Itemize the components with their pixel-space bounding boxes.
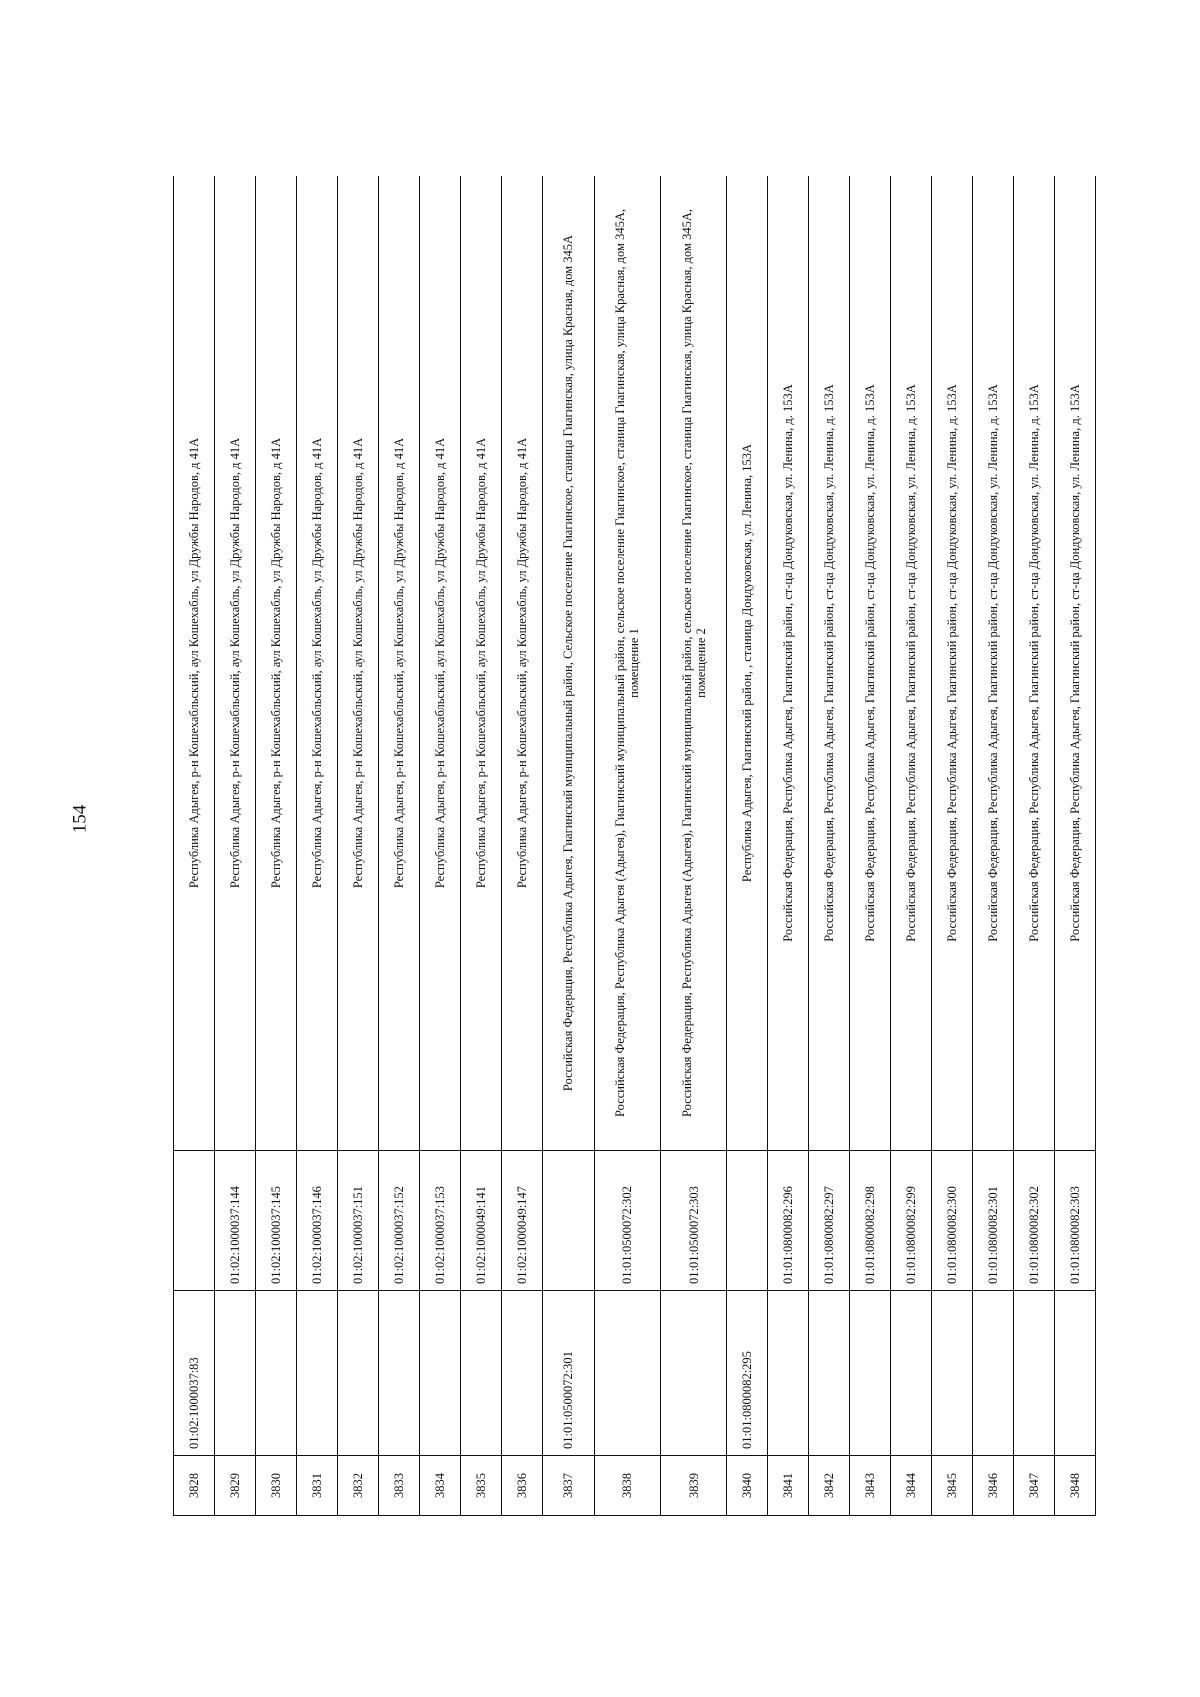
row-number-cell: 3834: [419, 1456, 460, 1516]
row-number-cell: 3828: [174, 1456, 215, 1516]
table-row: [661, 176, 727, 1516]
table-row: [891, 176, 932, 1516]
table-row: [809, 176, 850, 1516]
row-number-cell: 3833: [378, 1456, 419, 1516]
address-cell: Республика Адыгея, р-н Кошехабльский, аул Кошехабль, ул Дружбы Народов, д 41А: [296, 176, 337, 1151]
address-cell: Российская Федерация, Республика Адыгея, Гиагинский муниципальный район, Сельское поселение Гиагинское, станица Гиагинская, улица Красная, дом 345А: [542, 176, 594, 1151]
row-number-cell: 3832: [337, 1456, 378, 1516]
row-number-cell: 3840: [727, 1456, 768, 1516]
cadastral-number-cell: [214, 1291, 255, 1456]
address-cell: Российская Федерация, Республика Адыгея, Гиагинский район, ст-ца Дондуковская, ул. Ленина, д. 153А: [1055, 176, 1096, 1151]
cadastral-number-cell: [378, 1291, 419, 1456]
address-cell: Российская Федерация, Республика Адыгея, Гиагинский район, ст-ца Дондуковская, ул. Ленина, д. 153А: [850, 176, 891, 1151]
object-cadastral-number-cell: 01:02:1000037:146: [296, 1151, 337, 1291]
object-cadastral-number-cell: 01:01:0800082:297: [809, 1151, 850, 1291]
row-number-cell: 3848: [1055, 1456, 1096, 1516]
row-number-cell: 3839: [661, 1456, 727, 1516]
address-cell: Республика Адыгея, р-н Кошехабльский, аул Кошехабль, ул Дружбы Народов, д 41А: [214, 176, 255, 1151]
row-number-cell: 3844: [891, 1456, 932, 1516]
table-row: [1014, 176, 1055, 1516]
address-cell: Российская Федерация, Республика Адыгея, Гиагинский район, ст-ца Дондуковская, ул. Ленина, д. 153А: [809, 176, 850, 1151]
address-cell: Республика Адыгея, р-н Кошехабльский, аул Кошехабль, ул Дружбы Народов, д 41А: [255, 176, 296, 1151]
object-cadastral-number-cell: 01:01:0800082:300: [932, 1151, 973, 1291]
row-number-cell: 3835: [460, 1456, 501, 1516]
table-row: [594, 176, 660, 1516]
table-row: [501, 176, 542, 1516]
row-number-cell: 3845: [932, 1456, 973, 1516]
address-cell: Республика Адыгея, р-н Кошехабльский, аул Кошехабль, ул Дружбы Народов, д 41А: [460, 176, 501, 1151]
object-cadastral-number-cell: 01:01:0800082:298: [850, 1151, 891, 1291]
registry-rows: [174, 176, 1096, 1516]
address-cell: Республика Адыгея, р-н Кошехабльский, аул Кошехабль, ул Дружбы Народов, д 41А: [501, 176, 542, 1151]
cadastral-number-cell: [850, 1291, 891, 1456]
object-cadastral-number-cell: 01:02:1000037:144: [214, 1151, 255, 1291]
row-number-cell: 3831: [296, 1456, 337, 1516]
row-number-cell: 3847: [1014, 1456, 1055, 1516]
table-row: [460, 176, 501, 1516]
object-cadastral-number-cell: 01:02:1000037:145: [255, 1151, 296, 1291]
object-cadastral-number-cell: 01:01:0500072:303: [661, 1151, 727, 1291]
address-cell: Республика Адыгея, р-н Кошехабльский, аул Кошехабль, ул Дружбы Народов, д 41А: [378, 176, 419, 1151]
row-number-cell: 3830: [255, 1456, 296, 1516]
address-cell: Российская Федерация, Республика Адыгея, Гиагинский район, ст-ца Дондуковская, ул. Ленина, д. 153А: [932, 176, 973, 1151]
row-number-cell: 3829: [214, 1456, 255, 1516]
cadastral-number-cell: [594, 1291, 660, 1456]
cadastral-number-cell: [419, 1291, 460, 1456]
table-row: [850, 176, 891, 1516]
object-cadastral-number-cell: 01:02:1000049:141: [460, 1151, 501, 1291]
address-cell: Российская Федерация, Республика Адыгея, Гиагинский район, ст-ца Дондуковская, ул. Ленина, д. 153А: [768, 176, 809, 1151]
row-number-cell: 3843: [850, 1456, 891, 1516]
address-cell: Российская Федерация, Республика Адыгея, Гиагинский район, ст-ца Дондуковская, ул. Ленина, д. 153А: [891, 176, 932, 1151]
cadastral-number-cell: [296, 1291, 337, 1456]
cadastral-number-cell: [1014, 1291, 1055, 1456]
cadastral-number-cell: [460, 1291, 501, 1456]
cadastral-number-cell: [337, 1291, 378, 1456]
address-cell: Российская Федерация, Республика Адыгея (Адыгея), Гиагинский муниципальный район, сельское поселение Гиагинское, станица Гиагинская, улица Красная, дом 345А, помещение 2: [661, 176, 727, 1151]
table-row: [727, 176, 768, 1516]
table-row: [296, 176, 337, 1516]
row-number-cell: 3846: [973, 1456, 1014, 1516]
table-row: [419, 176, 460, 1516]
registry-table-container: [173, 176, 1096, 1516]
object-cadastral-number-cell: 01:02:1000037:151: [337, 1151, 378, 1291]
address-cell: Российская Федерация, Республика Адыгея, Гиагинский район, ст-ца Дондуковская, ул. Ленина, д. 153А: [973, 176, 1014, 1151]
row-number-cell: 3841: [768, 1456, 809, 1516]
object-cadastral-number-cell: 01:01:0800082:301: [973, 1151, 1014, 1291]
row-number-cell: 3838: [594, 1456, 660, 1516]
row-number-cell: 3842: [809, 1456, 850, 1516]
object-cadastral-number-cell: 01:01:0800082:302: [1014, 1151, 1055, 1291]
object-cadastral-number-cell: 01:02:1000037:153: [419, 1151, 460, 1291]
object-cadastral-number-cell: 01:02:1000037:152: [378, 1151, 419, 1291]
table-row: [378, 176, 419, 1516]
object-cadastral-number-cell: 01:01:0800082:303: [1055, 1151, 1096, 1291]
registry-table: [173, 176, 1096, 1516]
table-row: [932, 176, 973, 1516]
address-cell: Республика Адыгея, Гиагинский район, , станица Дондуковская, ул. Ленина, 153А: [727, 176, 768, 1151]
cadastral-number-cell: [809, 1291, 850, 1456]
cadastral-number-cell: [932, 1291, 973, 1456]
object-cadastral-number-cell: [174, 1151, 215, 1291]
table-row: [174, 176, 215, 1516]
table-row: [337, 176, 378, 1516]
object-cadastral-number-cell: 01:01:0800082:299: [891, 1151, 932, 1291]
cadastral-number-cell: [973, 1291, 1014, 1456]
row-number-cell: 3837: [542, 1456, 594, 1516]
cadastral-number-cell: 01:01:0500072:301: [542, 1291, 594, 1456]
address-cell: Российская Федерация, Республика Адыгея, Гиагинский район, ст-ца Дондуковская, ул. Ленина, д. 153А: [1014, 176, 1055, 1151]
cadastral-number-cell: [661, 1291, 727, 1456]
cadastral-number-cell: 01:02:1000037:83: [174, 1291, 215, 1456]
address-cell: Республика Адыгея, р-н Кошехабльский, аул Кошехабль, ул Дружбы Народов, д 41А: [337, 176, 378, 1151]
object-cadastral-number-cell: [542, 1151, 594, 1291]
object-cadastral-number-cell: [727, 1151, 768, 1291]
table-row: [973, 176, 1014, 1516]
cadastral-number-cell: 01:01:0800082:295: [727, 1291, 768, 1456]
cadastral-number-cell: [501, 1291, 542, 1456]
object-cadastral-number-cell: 01:01:0800082:296: [768, 1151, 809, 1291]
cadastral-number-cell: [1055, 1291, 1096, 1456]
row-number-cell: 3836: [501, 1456, 542, 1516]
table-row: [768, 176, 809, 1516]
table-row: [1055, 176, 1096, 1516]
address-cell: Республика Адыгея, р-н Кошехабльский, аул Кошехабль, ул Дружбы Народов, д 41А: [419, 176, 460, 1151]
table-row: [542, 176, 594, 1516]
cadastral-number-cell: [255, 1291, 296, 1456]
object-cadastral-number-cell: 01:01:0500072:302: [594, 1151, 660, 1291]
object-cadastral-number-cell: 01:02:1000049:147: [501, 1151, 542, 1291]
cadastral-number-cell: [891, 1291, 932, 1456]
table-row: [255, 176, 296, 1516]
address-cell: Республика Адыгея, р-н Кошехабльский, аул Кошехабль, ул Дружбы Народов, д 41А: [174, 176, 215, 1151]
page-number: 154: [69, 804, 91, 834]
table-row: [214, 176, 255, 1516]
cadastral-number-cell: [768, 1291, 809, 1456]
address-cell: Российская Федерация, Республика Адыгея (Адыгея), Гиагинский муниципальный район, сельское поселение Гиагинское, станица Гиагинская, улица Красная, дом 345А, помещение 1: [594, 176, 660, 1151]
